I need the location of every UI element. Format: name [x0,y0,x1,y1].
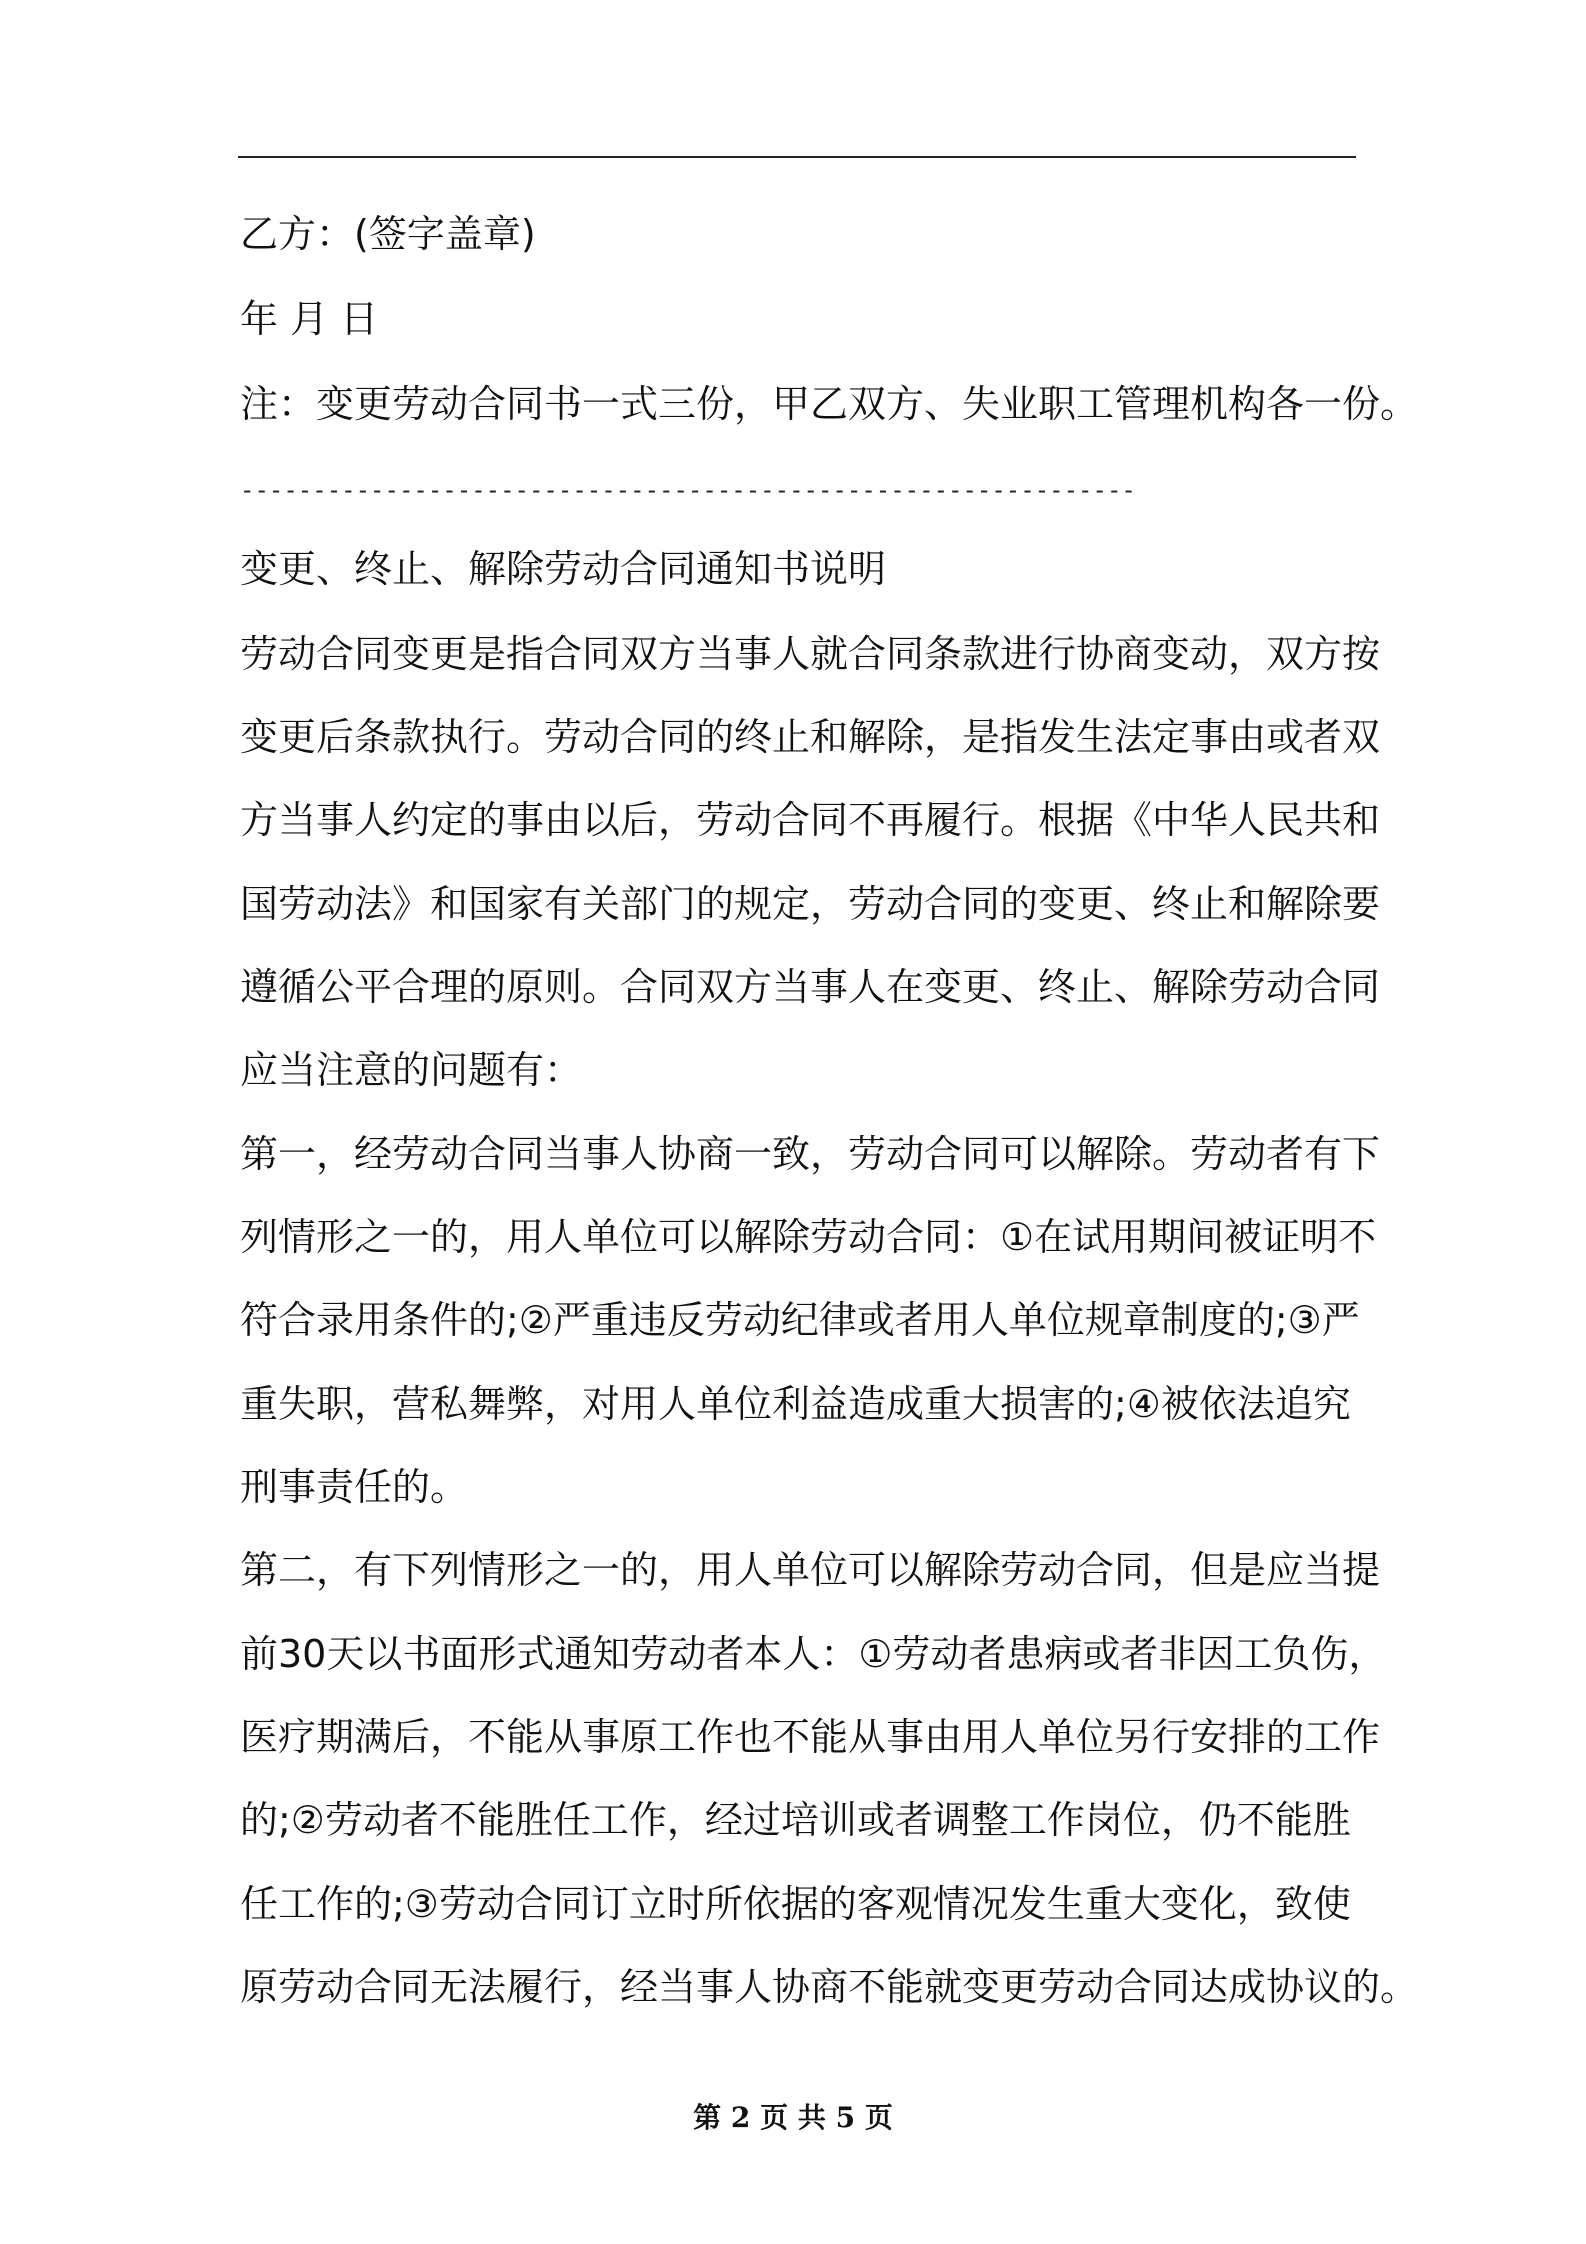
body-line: 符合录用条件的;②严重违反劳动纪律或者用人单位规章制度的;③严 [240,1298,1360,1342]
body-line: 原劳动合同无法履行，经当事人协商不能就变更劳动合同达成协议的。 [240,1965,1419,2009]
body-line: 前30天以书面形式通知劳动者本人：①劳动者患病或者非因工负伤， [240,1632,1387,1676]
body-line: 应当注意的问题有： [240,1048,583,1092]
body-line: 重失职，营私舞弊，对用人单位利益造成重大损害的;④被依法追究 [240,1382,1351,1426]
body-line: 医疗期满后，不能从事原工作也不能从事由用人单位另行安排的工作 [240,1715,1381,1759]
body-line: 的;②劳动者不能胜任工作，经过培训或者调整工作岗位，仍不能胜 [240,1798,1351,1842]
top-rule [238,156,1356,158]
body-line: 任工作的;③劳动合同订立时所依据的客观情况发生重大变化，致使 [240,1882,1351,1926]
body-line: 刑事责任的。 [240,1465,469,1509]
body-line: 方当事人约定的事由以后，劳动合同不再履行。根据《中华人民共和 [240,798,1381,842]
body-line: 第一，经劳动合同当事人协商一致，劳动合同可以解除。劳动者有下 [240,1132,1381,1176]
body-line: 国劳动法》和国家有关部门的规定，劳动合同的变更、终止和解除要 [240,882,1381,926]
body-line: 第二，有下列情形之一的，用人单位可以解除劳动合同，但是应当提 [240,1548,1381,1592]
page-number-footer: 第 2 页 共 5 页 [693,2101,893,2134]
section-title: 变更、终止、解除劳动合同通知书说明 [240,547,887,591]
date-line: 年 月 日 [240,297,379,341]
separator-line: -------------------------------------------------------------- [240,476,1136,504]
body-line: 劳动合同变更是指合同双方当事人就合同条款进行协商变动，双方按 [240,632,1381,676]
body-line: 遵循公平合理的原则。合同双方当事人在变更、终止、解除劳动合同 [240,965,1381,1009]
signature-line: 乙方：(签字盖章) [240,212,536,256]
note-line: 注：变更劳动合同书一式三份，甲乙双方、失业职工管理机构各一份。 [240,382,1419,426]
body-line: 列情形之一的，用人单位可以解除劳动合同：①在试用期间被证明不 [240,1215,1377,1259]
body-line: 变更后条款执行。劳动合同的终止和解除，是指发生法定事由或者双 [240,715,1381,759]
